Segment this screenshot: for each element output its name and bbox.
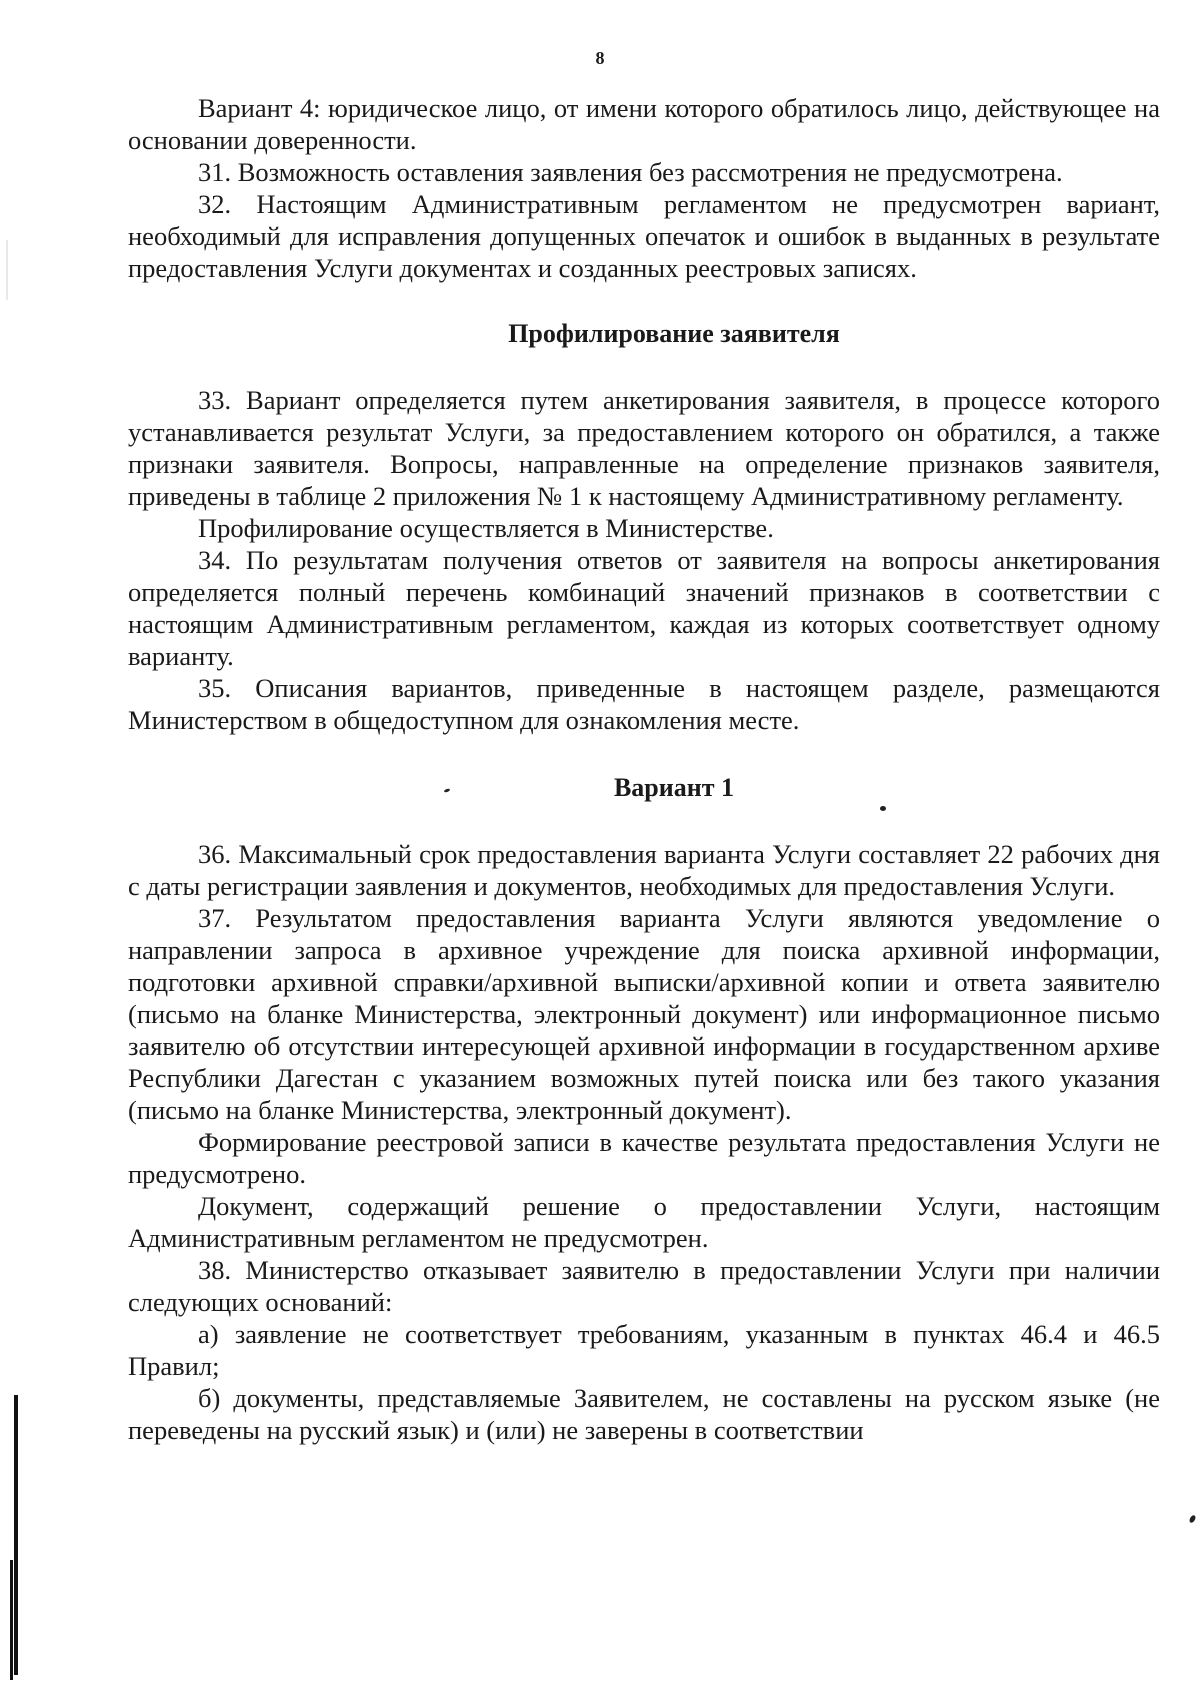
scan-artifact-mark [6, 240, 8, 300]
scan-edge-line [14, 1395, 18, 1675]
paragraph-36: 36. Максимальный срок предоставления варианта Услуги составляет 22 рабочих дня с даты регистрации заявления и документов, необходимых для предоставления Услуги. [128, 839, 1160, 901]
paragraph-34: 34. По результатам получения ответов от заявителя на вопросы анкетирования определяется полный перечень комбинаций значений признаков в соответствии с настоящим Административным регламентом, каждая из которых соответствует одному варианту. [128, 545, 1160, 671]
paragraph-33: 33. Вариант определяется путем анкетирования заявителя, в процессе которого устанавливается результат Услуги, за предоставлением которого он обратился, а также признаки заявителя. Вопросы, направленные на определение признаков заявителя, приведены в таблице 2 приложения № 1 к настоящему Административному регламенту. [128, 385, 1160, 511]
paragraph-38-b: б) документы, представляемые Заявителем, не составлены на русском языке (не переведены на русский язык) и (или) не заверены в соответствии [128, 1383, 1160, 1445]
paragraph-35: 35. Описания вариантов, приведенные в настоящем разделе, размещаются Министерством в общедоступном для ознакомления месте. [128, 673, 1160, 735]
paragraph-variant-4: Вариант 4: юридическое лицо, от имени которого обратилось лицо, действующее на основании доверенности. [128, 93, 1160, 155]
document-body [128, 92, 1160, 1446]
paragraph-38: 38. Министерство отказывает заявителю в предоставлении Услуги при наличии следующих оснований: [128, 1255, 1160, 1317]
paragraph-registry-record: Формирование реестровой записи в качестве результата предоставления Услуги не предусмотрено. [128, 1127, 1160, 1189]
section-heading-profiling: Профилирование заявителя [508, 319, 840, 348]
section-heading-variant-1: Вариант 1 [613, 773, 735, 802]
paragraph-decision-document: Документ, содержащий решение о предоставлении Услуги, настоящим Административным регламентом не предусмотрен. [128, 1191, 1160, 1253]
paragraph-profiling-location: Профилирование осуществляется в Министерстве. [198, 513, 774, 543]
scan-speck [1188, 1514, 1196, 1523]
paragraph-37: 37. Результатом предоставления варианта Услуги являются уведомление о направлении запроса в архивное учреждение для поиска архивной информации, подготовки архивной справки/архивной выписки/архивной копии и ответа заявителю (письмо на бланке Министерства, электронный документ) или информационное письмо заявителю об отсутствии интересующей архивной информации в государственном архиве Республики Дагестан с указанием возможных путей поиска или без такого указания (письмо на бланке Министерства, электронный документ). [128, 903, 1160, 1125]
scan-edge-line [10, 1560, 13, 1680]
paragraph-32: 32. Настоящим Административным регламентом не предусмотрен вариант, необходимый для исправления допущенных опечаток и ошибок в выданных в результате предоставления Услуги документах и созданных реестровых записях. [128, 189, 1160, 283]
page-number: 8 [595, 48, 605, 68]
paragraph-31: 31. Возможность оставления заявления без рассмотрения не предусмотрена. [198, 157, 1063, 187]
paragraph-38-a: а) заявление не соответствует требованиям, указанным в пунктах 46.4 и 46.5 Правил; [128, 1319, 1160, 1381]
